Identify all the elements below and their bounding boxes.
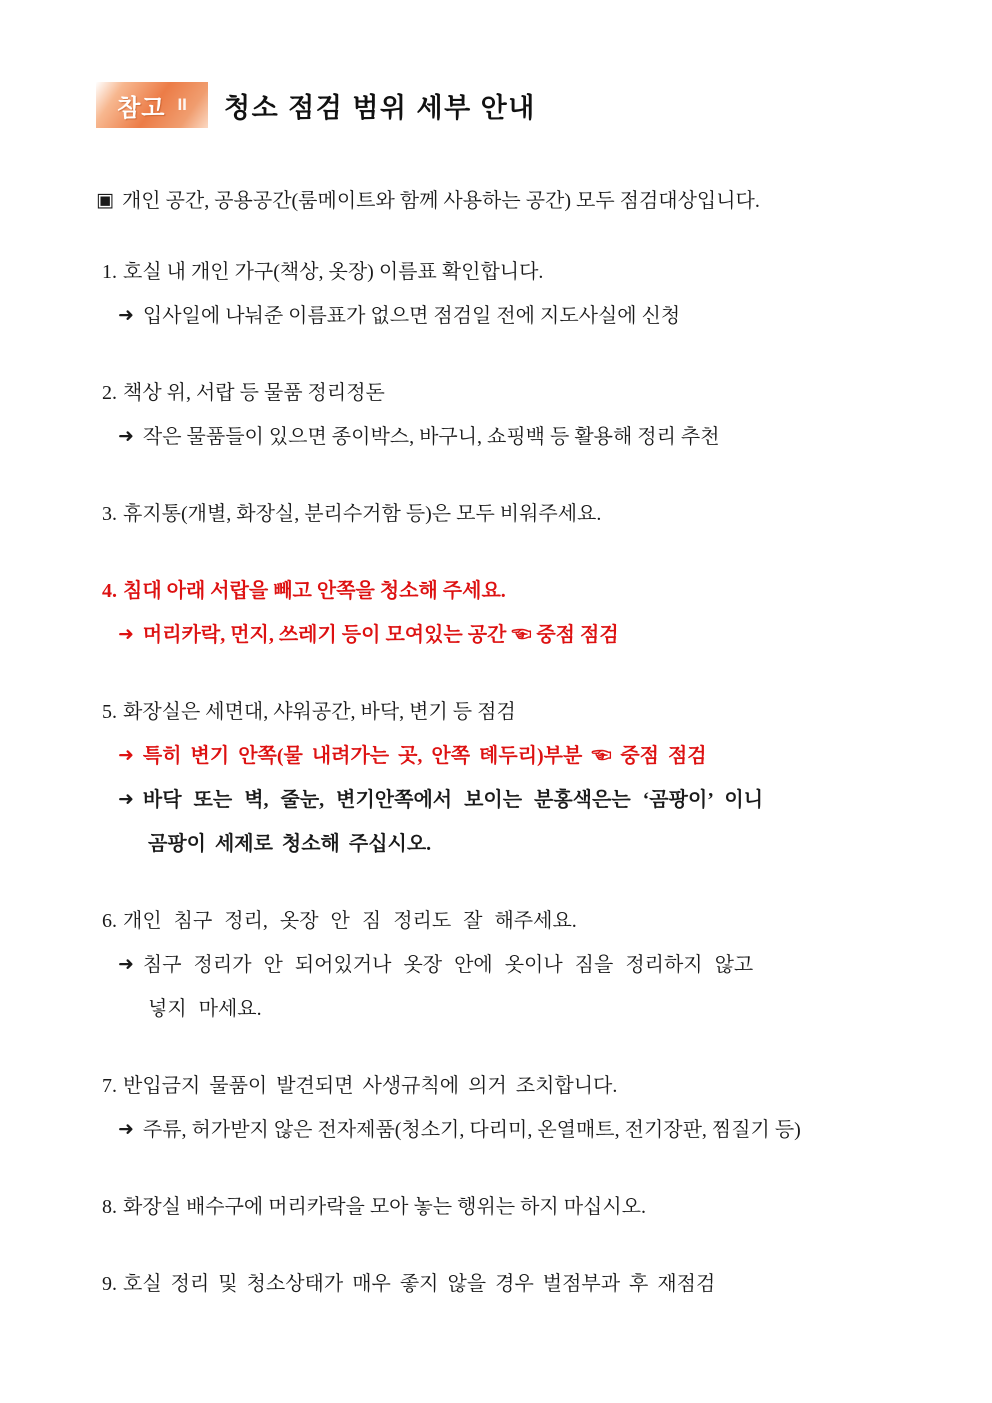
item-sub-text-red xyxy=(96,734,938,778)
arrow-icon: ➜ xyxy=(118,425,134,447)
item-text xyxy=(96,1185,938,1229)
sub-text: 침구 정리가 안 되어있거나 옷장 안에 옷이나 짐을 정리하지 않고 xyxy=(142,954,754,976)
reference-badge xyxy=(96,82,208,128)
list-item-4 xyxy=(96,569,938,657)
item-number: 8. xyxy=(102,1196,117,1218)
item-main-text: 호실 정리 및 청소상태가 매우 좋지 않을 경우 벌점부과 후 재점검 xyxy=(123,1273,716,1295)
intro-text: 개인 공간, 공용공간(룸메이트와 함께 사용하는 공간) 모두 점검대상입니다. xyxy=(121,190,760,212)
page-title: 청소 점검 범위 세부 안내 xyxy=(224,92,536,123)
sub-text: 특히 변기 안쪽(물 내려가는 곳, 안쪽 톄두리)부분 ☜ 중점 점검 xyxy=(142,745,707,767)
sub-text: 입사일에 나눠준 이름표가 없으면 점검일 전에 지도사실에 신청 xyxy=(142,305,681,327)
list-item-3 xyxy=(96,492,938,536)
sub-text: 주류, 허가받지 않은 전자제품(청소기, 다리미, 온열매트, 전기장판, 찜질기 등) xyxy=(142,1119,801,1141)
list-item-6 xyxy=(96,899,938,1031)
item-text xyxy=(96,899,938,943)
sub-text: 곰팡이 세제로 청소해 주십시오. xyxy=(148,833,432,855)
item-sub-text xyxy=(96,415,938,459)
sub-text: 작은 물품들이 있으면 종이박스, 바구니, 쇼핑백 등 활용해 정리 추천 xyxy=(142,426,720,448)
item-sub-continuation xyxy=(96,822,938,866)
badge-label: 참고 xyxy=(117,94,166,122)
item-text xyxy=(96,492,938,536)
badge-roman-numeral: II xyxy=(177,95,187,114)
item-number: 5. xyxy=(102,701,117,723)
item-sub-text xyxy=(96,294,938,338)
item-sub-text xyxy=(96,943,938,987)
intro-line xyxy=(96,186,938,217)
list-item-5 xyxy=(96,690,938,866)
list-item-2 xyxy=(96,371,938,459)
list-item-8 xyxy=(96,1185,938,1229)
arrow-icon: ➜ xyxy=(118,1118,134,1140)
item-main-text: 책상 위, 서랍 등 물품 정리정돈 xyxy=(123,382,385,404)
item-main-text: 반입금지 물품이 발견되면 사생규칙에 의거 조치합니다. xyxy=(123,1075,618,1097)
arrow-icon: ➜ xyxy=(118,304,134,326)
page-header xyxy=(96,82,938,128)
item-sub-continuation xyxy=(96,987,938,1031)
item-text xyxy=(96,371,938,415)
item-main-text: 개인 침구 정리, 옷장 안 짐 정리도 잘 해주세요. xyxy=(123,910,577,932)
item-main-text: 화장실 배수구에 머리카락을 모아 놓는 행위는 하지 마십시오. xyxy=(123,1196,646,1218)
item-sub-text-red xyxy=(96,613,938,657)
item-text xyxy=(96,1262,938,1306)
item-number: 9. xyxy=(102,1273,117,1295)
square-bullet-icon: ▣ xyxy=(96,190,114,211)
item-text-red xyxy=(96,569,938,613)
item-number: 4. xyxy=(102,580,117,602)
arrow-icon: ➜ xyxy=(118,953,134,975)
arrow-icon: ➜ xyxy=(118,744,134,766)
sub-text: 넣지 마세요. xyxy=(148,998,262,1020)
item-sub-text xyxy=(96,1108,938,1152)
sub-text: 바닥 또는 벽, 줄눈, 변기안쪽에서 보이는 분홍색은는 ‘곰팡이’ 이니 xyxy=(142,789,764,811)
item-number: 6. xyxy=(102,910,117,932)
arrow-icon: ➜ xyxy=(118,788,134,810)
item-text xyxy=(96,1064,938,1108)
list-item-9 xyxy=(96,1262,938,1306)
item-main-text: 호실 내 개인 가구(책상, 옷장) 이름표 확인합니다. xyxy=(123,261,544,283)
item-sub-text-bold xyxy=(96,778,938,822)
arrow-icon: ➜ xyxy=(118,623,134,645)
item-main-text: 화장실은 세면대, 샤워공간, 바닥, 변기 등 점검 xyxy=(123,701,516,723)
list-item-7 xyxy=(96,1064,938,1152)
item-number: 1. xyxy=(102,261,117,283)
item-text xyxy=(96,690,938,734)
item-number: 7. xyxy=(102,1075,117,1097)
item-main-text: 휴지통(개별, 화장실, 분리수거함 등)은 모두 비워주세요. xyxy=(123,503,602,525)
item-text xyxy=(96,250,938,294)
item-main-text: 침대 아래 서랍을 빼고 안쪽을 청소해 주세요. xyxy=(123,580,506,602)
list-item-1 xyxy=(96,250,938,338)
item-number: 3. xyxy=(102,503,117,525)
item-number: 2. xyxy=(102,382,117,404)
sub-text: 머리카락, 먼지, 쓰레기 등이 모여있는 공간 ☜ 중점 점검 xyxy=(142,624,619,646)
